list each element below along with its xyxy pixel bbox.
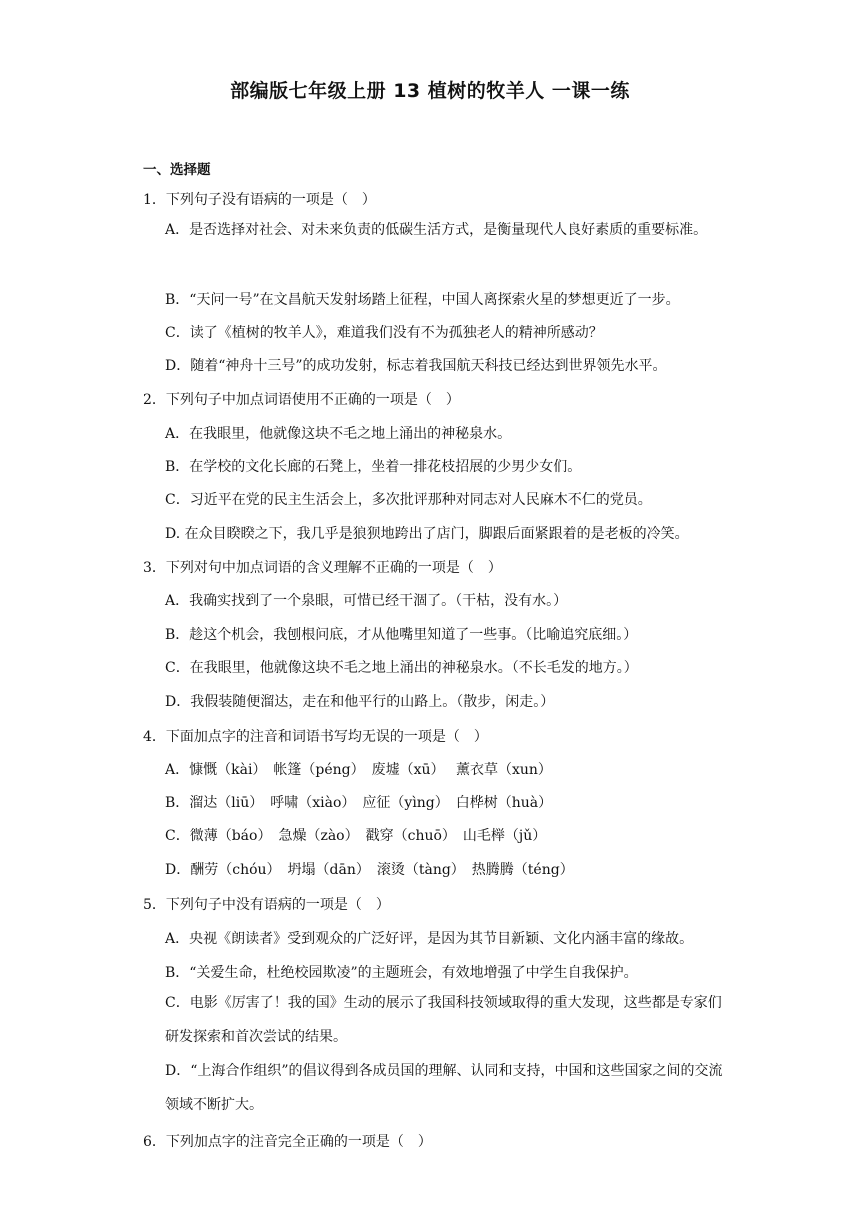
question-2-stem: 2．下列句子中加点词语使用不正确的一项是（ ）: [143, 392, 460, 408]
question-5-option-c: C．电影《厉害了！我的国》生动的展示了我国科技领域取得的重大发现，这些都是专家们研发探索和首次尝试的结果。: [165, 995, 722, 1045]
question-2-option-b: B．在学校的文化长廊的石凳上，坐着一排花枝招展的少男少女们。: [165, 459, 582, 475]
question-3-option-b: B．趁这个机会，我刨根问底，才从他嘴里知道了一些事。（比喻追究底细。）: [165, 627, 638, 643]
question-4-option-a: A．慷慨（kài） 帐篷（péng） 废墟（xū） 薰衣草（xun）: [165, 762, 552, 778]
question-5-option-a: A．央视《朗读者》受到观众的广泛好评，是因为其节目新颖、文化内涵丰富的缘故。: [165, 931, 694, 947]
question-1-option-d: D．随着“神舟十三号”的成功发射，标志着我国航天科技已经达到世界领先水平。: [165, 358, 667, 374]
question-2-option-d: D. 在众目睽睽之下，我几乎是狼狈地跨出了店门，脚跟后面紧跟着的是老板的冷笑。: [165, 526, 689, 542]
question-5-option-d: D．“上海合作组织”的倡议得到各成员国的理解、认同和支持，中国和这些国家之间的交流领域不断扩大。: [165, 1063, 723, 1113]
question-2-option-a: A．在我眼里，他就像这块不毛之地上涌出的神秘泉水。: [165, 426, 512, 442]
question-3-stem: 3．下列对句中加点词语的含义理解不正确的一项是（ ）: [143, 560, 502, 576]
question-3-option-d: D．我假装随便溜达，走在和他平行的山路上。（散步，闲走。）: [165, 694, 555, 710]
question-3-option-a: A．我确实找到了一个泉眼，可惜已经干涸了。（干枯，没有水。）: [165, 593, 568, 609]
question-1-option-a: A．是否选择对社会、对未来负责的低碳生活方式，是衡量现代人良好素质的重要标准。: [165, 222, 708, 238]
section-heading: 一、选择题: [143, 162, 211, 178]
question-4-stem: 4．下面加点字的注音和词语书写均无误的一项是（ ）: [143, 729, 488, 745]
question-4-option-d: D．酬劳（chóu） 坍塌（dān） 滚烫（tàng） 热腾腾（téng）: [165, 862, 574, 878]
question-1-stem: 1．下列句子没有语病的一项是（ ）: [143, 192, 376, 208]
question-4-option-b: B．溜达（liū） 呼啸（xiào） 应征（yìng） 白桦树（huà）: [165, 795, 553, 811]
question-4-option-c: C．微薄（báo） 急燥（zào） 戳穿（chuō） 山毛榉（jǔ）: [165, 828, 547, 844]
question-6-stem: 6．下列加点字的注音完全正确的一项是（ ）: [143, 1134, 432, 1150]
page-title: 部编版七年级上册 13 植树的牧羊人 一课一练: [230, 80, 630, 102]
question-1-option-c: C．读了《植树的牧羊人》，难道我们没有不为孤独老人的精神所感动？: [165, 325, 603, 341]
question-3-option-c: C．在我眼里，他就像这块不毛之地上涌出的神秘泉水。（不长毛发的地方。）: [165, 660, 638, 676]
question-5-stem: 5．下列句子中没有语病的一项是（ ）: [143, 897, 390, 913]
question-2-option-c: C．习近平在党的民主生活会上，多次批评那种对同志对人民麻木不仁的党员。: [165, 492, 652, 508]
question-5-option-b: B．“关爱生命，杜绝校园欺凌”的主题班会，有效地增强了中学生自我保护。: [165, 965, 638, 981]
question-1-option-b: B．“天问一号”在文昌航天发射场踏上征程，中国人离探索火星的梦想更近了一步。: [165, 292, 680, 308]
